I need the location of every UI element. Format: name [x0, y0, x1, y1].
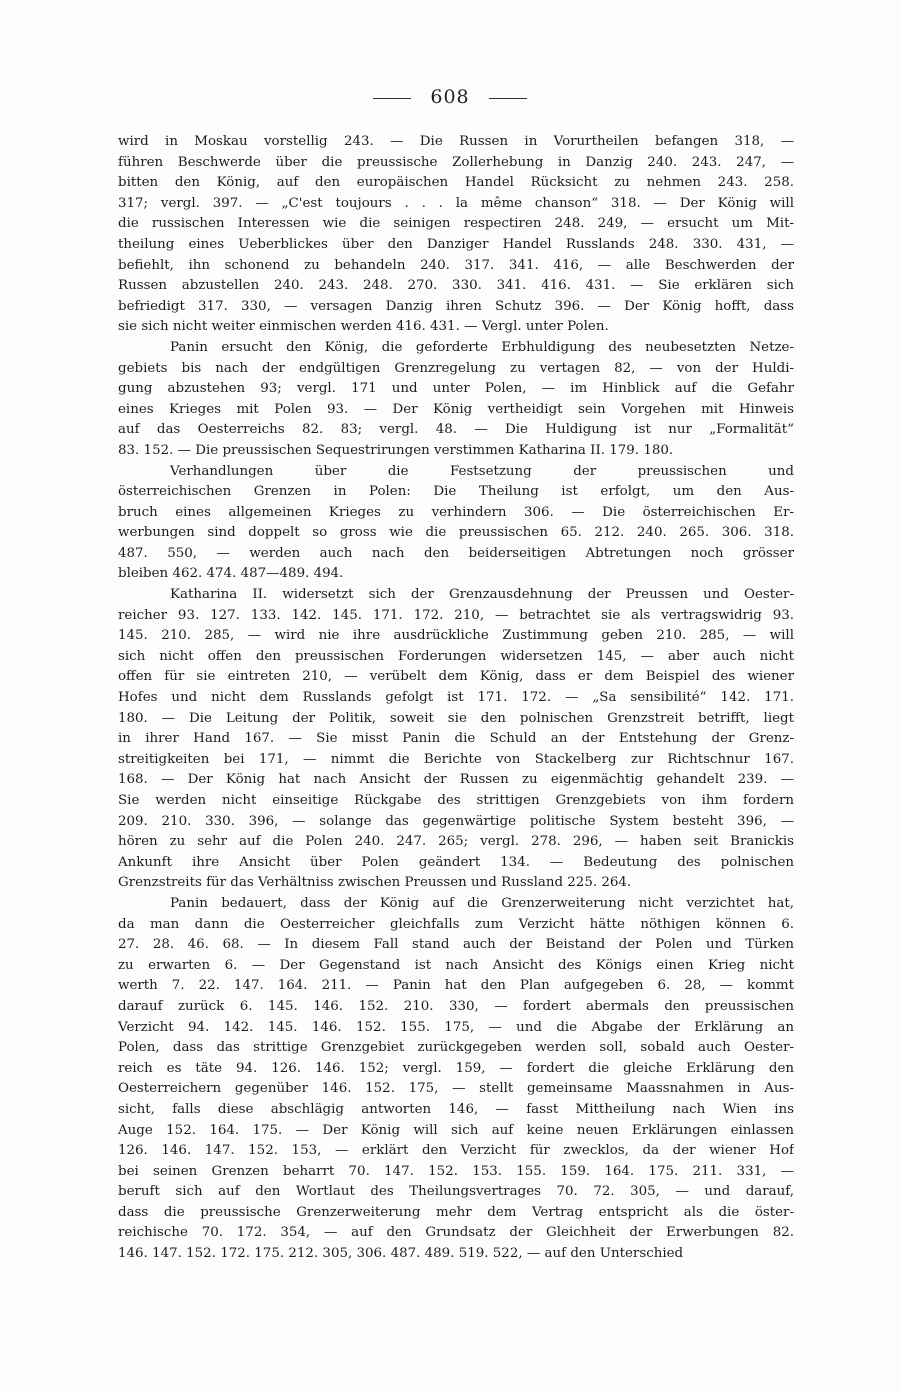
- index-paragraph: [118, 894, 794, 1265]
- text-line: befriedigt 317. 330, — versagen Danzig ihren Schutz 396. — Der König hofft, dass: [118, 298, 794, 314]
- text-line: Russen abzustellen 240. 243. 248. 270. 330. 341. 416. 431. — Sie erklären sich: [118, 278, 794, 294]
- text-line: Auge 152. 164. 175. — Der König will sich auf keine neuen Erklärungen einlassen: [118, 1122, 794, 1138]
- text-line: führen Beschwerde über die preussische Zollerhebung in Danzig 240. 243. 247, —: [118, 154, 794, 170]
- page-number: 608: [430, 86, 470, 108]
- text-line: da man dann die Oesterreicher gleichfalls zum Verzicht hätte nöthigen können 6.: [118, 916, 794, 932]
- text-line: Verzicht 94. 142. 145. 146. 152. 155. 175, — und die Abgabe der Erklärung an: [118, 1019, 794, 1035]
- text-line: darauf zurück 6. 145. 146. 152. 210. 330, — fordert abermals den preussischen: [118, 998, 794, 1014]
- text-line: 180. — Die Leitung der Politik, soweit sie den polnischen Grenzstreit betrifft, liegt: [118, 710, 794, 726]
- text-line: wird in Moskau vorstellig 243. — Die Russen in Vorurtheilen befangen 318, —: [118, 134, 794, 149]
- text-line: bleiben 462. 474. 487—489. 494.: [118, 566, 344, 582]
- text-line: 27. 28. 46. 68. — In diesem Fall stand auch der Beistand der Polen und Türken: [118, 937, 794, 953]
- text-line: Polen, dass das strittige Grenzgebiet zurückgegeben werden soll, sobald auch Oester-: [118, 1040, 794, 1056]
- text-line: 146. 147. 152. 172. 175. 212. 305, 306. 487. 489. 519. 522, — auf den Unterschied: [118, 1246, 684, 1262]
- text-line: reichische 70. 172. 354, — auf den Grundsatz der Gleichheit der Erwerbungen 82.: [118, 1225, 794, 1241]
- text-line: 168. — Der König hat nach Ansicht der Russen zu eigenmächtig gehandelt 239. —: [118, 772, 794, 788]
- text-line: in ihrer Hand 167. — Sie misst Panin die Schuld an der Entstehung der Grenz-: [118, 731, 794, 747]
- text-line: 83. 152. — Die preussischen Sequestrirungen verstimmen Katharina II. 179. 180.: [118, 442, 674, 458]
- text-line: 209. 210. 330. 396, — solange das gegenwärtige politische System besteht 396, —: [118, 813, 794, 829]
- text-line: werth 7. 22. 147. 164. 211. — Panin hat den Plan aufgegeben 6. 28, — kommt: [118, 978, 794, 994]
- text-line: Hofes und nicht dem Russlands gefolgt ist 171. 172. — „Sa sensibilité“ 142. 171.: [118, 690, 794, 706]
- text-line: bei seinen Grenzen beharrt 70. 147. 152. 153. 155. 159. 164. 175. 211. 331, —: [118, 1163, 794, 1179]
- text-line: Panin ersucht den König, die geforderte Erbhuldigung des neubesetzten Netze-: [170, 339, 794, 355]
- text-line: gung abzustehen 93; vergl. 171 und unter Polen, — im Hinblick auf die Gefahr: [118, 381, 794, 397]
- page-header: [0, 86, 900, 108]
- text-line: hören zu sehr auf die Polen 240. 247. 265; vergl. 278. 296, — haben seit Branickis: [118, 834, 794, 850]
- text-line: bruch eines allgemeinen Krieges zu verhindern 306. — Die österreichischen Er-: [118, 504, 794, 520]
- text-line: Sie werden nicht einseitige Rückgabe des strittigen Grenzgebiets von ihm fordern: [118, 793, 794, 808]
- text-line: 317; vergl. 397. — „C'est toujours . . . la même chanson“ 318. — Der König will: [118, 195, 794, 211]
- text-line: gebiets bis nach der endgültigen Grenzregelung zu vertagen 82, — von der Huldi-: [118, 360, 794, 376]
- text-line: Verhandlungen über die Festsetzung der preussischen und: [170, 463, 794, 479]
- header-rule-right: [489, 98, 527, 99]
- text-line: offen für sie eintreten 210, — verübelt dem König, dass er dem Beispiel des wiener: [118, 669, 794, 685]
- index-paragraph: [118, 132, 794, 338]
- text-line: befiehlt, ihn schonend zu behandeln 240. 317. 341. 416, — alle Beschwerden der: [118, 257, 794, 273]
- text-line: die russischen Interessen wie die seinigen respectiren 248. 249, — ersucht um Mit-: [118, 216, 794, 232]
- text-line: 487. 550, — werden auch nach den beiderseitigen Abtretungen noch grösser: [118, 545, 794, 561]
- text-line: Ankunft ihre Ansicht über Polen geändert 134. — Bedeutung des polnischen: [118, 854, 794, 870]
- text-line: sie sich nicht weiter einmischen werden 416. 431. — Vergl. unter Polen.: [118, 319, 609, 335]
- text-line: streitigkeiten bei 171, — nimmt die Berichte von Stackelberg zur Richtschnur 167.: [118, 751, 794, 767]
- text-line: beruft sich auf den Wortlaut des Theilungsvertrages 70. 72. 305, — und darauf,: [118, 1184, 794, 1200]
- text-line: auf das Oesterreichs 82. 83; vergl. 48. — Die Huldigung ist nur „Formalität“: [118, 422, 794, 438]
- text-line: reicher 93. 127. 133. 142. 145. 171. 172. 210, — betrachtet sie als vertragswidrig 93.: [118, 607, 794, 623]
- text-line: Panin bedauert, dass der König auf die Grenzerweiterung nicht verzichtet hat,: [170, 895, 794, 911]
- index-paragraph: [118, 338, 794, 462]
- text-line: dass die preussische Grenzerweiterung mehr dem Vertrag entspricht als die öster-: [118, 1204, 794, 1220]
- text-line: eines Krieges mit Polen 93. — Der König vertheidigt sein Vorgehen mit Hinweis: [118, 401, 794, 417]
- text-line: zu erwarten 6. — Der Gegenstand ist nach Ansicht des Königs einen Krieg nicht: [118, 957, 794, 973]
- text-line: theilung eines Ueberblickes über den Danziger Handel Russlands 248. 330. 431, —: [118, 236, 794, 252]
- text-line: österreichischen Grenzen in Polen: Die Theilung ist erfolgt, um den Aus-: [118, 484, 794, 500]
- text-line: bitten den König, auf den europäischen Handel Rücksicht zu nehmen 243. 258.: [118, 175, 794, 191]
- index-paragraph: [118, 462, 794, 586]
- text-line: reich es täte 94. 126. 146. 152; vergl. 159, — fordert die gleiche Erklärung den: [118, 1060, 794, 1076]
- index-body-text: [118, 132, 794, 1265]
- text-line: 145. 210. 285, — wird nie ihre ausdrückliche Zustimmung geben 210. 285, — will: [118, 628, 794, 644]
- index-paragraph: [118, 585, 794, 894]
- text-line: 126. 146. 147. 152. 153, — erklärt den Verzicht für zwecklos, da der wiener Hof: [118, 1143, 794, 1159]
- text-line: Katharina II. widersetzt sich der Grenzausdehnung der Preussen und Oester-: [170, 587, 794, 603]
- text-line: Grenzstreits für das Verhältniss zwischen Preussen und Russland 225. 264.: [118, 875, 632, 891]
- text-line: werbungen sind doppelt so gross wie die preussischen 65. 212. 240. 265. 306. 318.: [118, 525, 794, 541]
- text-line: Oesterreichern gegenüber 146. 152. 175, — stellt gemeinsame Maassnahmen in Aus-: [118, 1081, 794, 1097]
- text-line: sich nicht offen den preussischen Forderungen widersetzen 145, — aber auch nicht: [118, 648, 794, 664]
- text-line: sicht, falls diese abschlägig antworten 146, — fasst Mittheilung nach Wien ins: [118, 1101, 794, 1117]
- header-rule-left: [373, 98, 411, 99]
